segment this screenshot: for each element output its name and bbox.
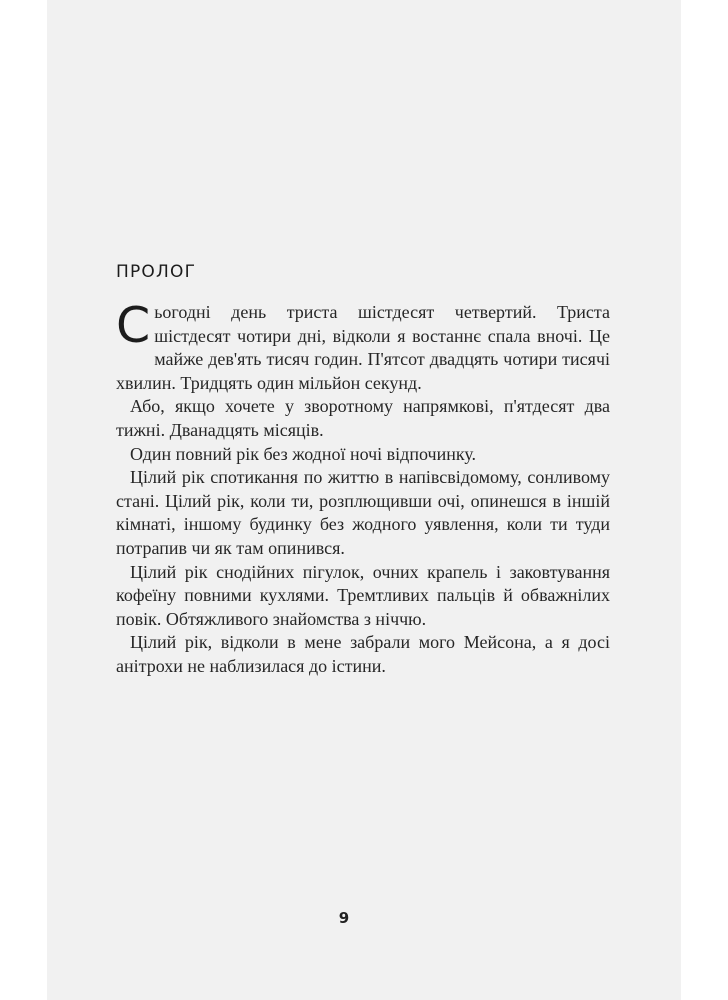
paragraph: Цілий рік спотикання по життю в напівсвідомому, сонливому стані. Цілий рік, коли ти, розплющивши очі, опинешся в іншій кімнаті, іншому будинку без жодного уявлення, коли ти туди потрапив чи як там опинився.: [116, 467, 610, 558]
page-number: 9: [338, 909, 350, 927]
body-text: [116, 297, 610, 679]
paragraph: Або, якщо хочете у зворотному напрямкові, п'ятдесят два тижні. Дванадцять місяців.: [116, 396, 610, 440]
paragraph: Цілий рік снодійних пігулок, очних крапель і заковтування кофеїну повними кухлями. Тремтливих пальців й обважнілих повік. Обтяжливого знайомства з ніччю.: [116, 561, 610, 629]
chapter-title: ПРОЛОГ: [116, 262, 197, 282]
drop-cap: С: [116, 297, 151, 354]
paragraph: Цілий рік, відколи в мене забрали мого Мейсона, а я досі анітрохи не наблизилася до істини.: [116, 632, 610, 676]
paragraph-text: ьогодні день триста шістдесят четвертий. Триста шістдесят чотири дні, відколи я востаннє спала вночі. Це майже дев'ять тисяч годин. П'ятсот двадцять чотири тисячі хвилин. Тридцять один мільйон секунд.: [116, 302, 610, 393]
paragraph: Один повний рік без жодної ночі відпочинку.: [130, 443, 477, 464]
paragraph: [116, 297, 610, 395]
book-page: [47, 0, 681, 1000]
